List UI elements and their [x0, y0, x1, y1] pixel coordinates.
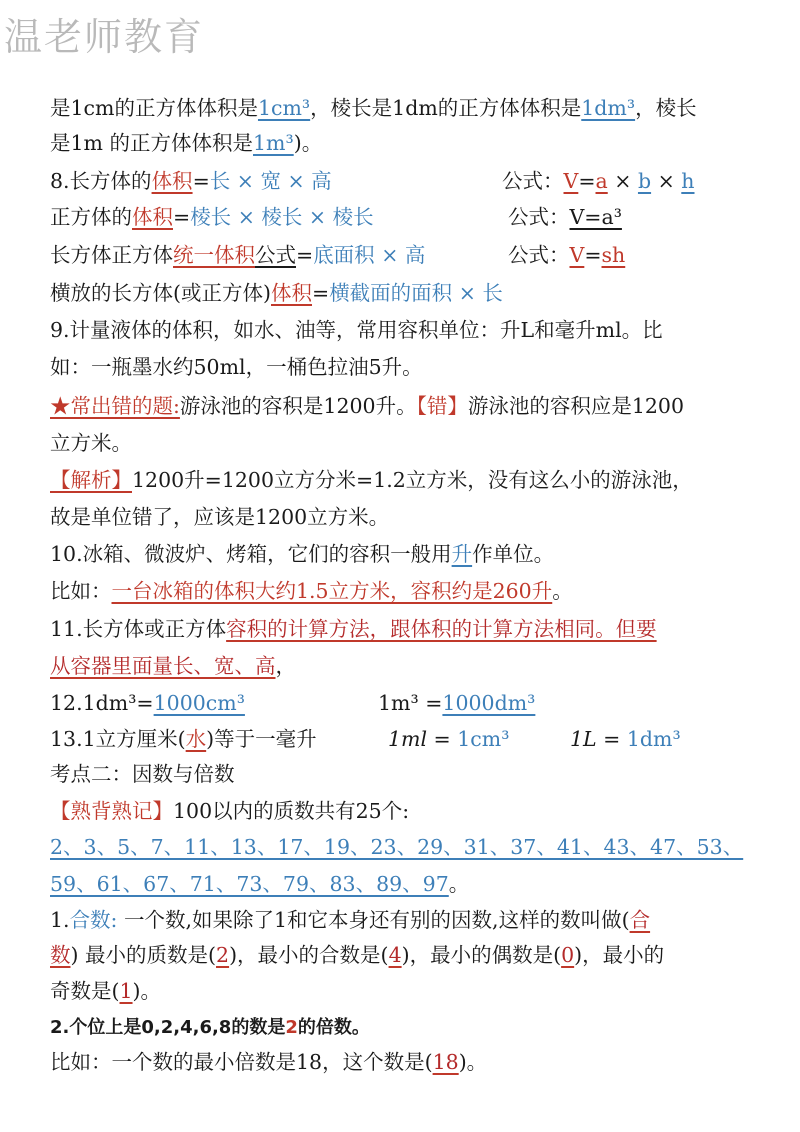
answer: 升	[451, 542, 473, 566]
formula-label-3	[502, 166, 695, 196]
primes-line-1: 2、3、5、7、11、13、17、19、23、29、31、37、41、43、47、53、	[50, 835, 744, 859]
answer: 2	[285, 1017, 298, 1038]
text: )。	[132, 979, 162, 1003]
text: 长方体正方体	[50, 243, 173, 267]
answer: 1000cm³	[153, 691, 245, 715]
text: )。	[458, 1050, 488, 1074]
line-5	[50, 240, 425, 270]
line-6	[50, 278, 503, 308]
section-heading: 考点二：因数与倍数	[50, 762, 235, 786]
text: 公式：	[508, 205, 570, 229]
text: =	[584, 243, 602, 267]
line-11	[50, 465, 693, 495]
line-4	[50, 202, 374, 232]
text: )，最小的合数是(	[229, 943, 389, 967]
math: 1cm³	[457, 727, 510, 751]
line-16	[50, 651, 296, 681]
formula: 长 × 宽 × 高	[209, 169, 332, 193]
line-18	[50, 724, 317, 754]
answer: 18	[432, 1050, 459, 1074]
math: 1L =	[570, 727, 627, 751]
formula-sh: sh	[601, 243, 626, 267]
text: =	[173, 205, 191, 229]
answer: 1m³	[253, 131, 294, 155]
line-26	[50, 1013, 370, 1043]
text: 是1m 的正方体体积是	[50, 131, 253, 155]
text: 2.个位上是0,2,4,6,8的数是	[50, 1017, 286, 1038]
text: 11.长方体或正方体	[50, 617, 227, 641]
answer: 1	[119, 979, 133, 1003]
keyword: 容积的计算方法，跟体积的计算方法相同。但要	[226, 617, 657, 641]
answer: 水	[185, 727, 207, 751]
text: )等于一毫升	[206, 727, 317, 751]
text: 横放的长方体(或正方体)	[50, 281, 271, 305]
line-15	[50, 614, 657, 644]
analysis-label: 【解析】	[50, 468, 132, 492]
formula-label-5	[508, 240, 625, 270]
line-2	[50, 128, 322, 158]
formula: V=a³	[569, 205, 622, 229]
line-10: 立方米。	[50, 431, 132, 455]
watermark: 温老师教育	[4, 15, 205, 59]
text: 比如：	[50, 579, 112, 603]
text: 一个数,如果除了1和它本身还有别的因数,这样的数叫做(	[117, 908, 630, 932]
text: 12.1dm³=	[50, 691, 154, 715]
formula-h: h	[681, 169, 695, 193]
warning-label: ★常出错的题:	[50, 394, 180, 418]
text: 的倍数。	[297, 1017, 370, 1038]
wrong-label: 【错】	[416, 394, 468, 418]
text: =	[192, 169, 210, 193]
math: 1dm³	[626, 727, 681, 751]
text: 13.1立方厘米(	[50, 727, 186, 751]
math-ml	[388, 724, 509, 754]
text: 1m³ =	[378, 691, 443, 715]
math-l	[570, 724, 681, 754]
text: =	[312, 281, 330, 305]
text: 1.	[50, 908, 70, 932]
keyword: 体积	[132, 205, 173, 229]
text: 是1cm的正方体体积是	[50, 96, 258, 120]
text: 游泳池的容积是1200升。	[179, 394, 417, 418]
formula-label-4	[508, 202, 622, 232]
text: ×	[651, 169, 682, 193]
text: )，最小的偶数是(	[401, 943, 562, 967]
term: 合数:	[69, 908, 118, 932]
line-25	[50, 976, 161, 1006]
keyword: 体积	[151, 169, 193, 193]
text: 10.冰箱、微波炉、烤箱，它们的容积一般用	[50, 542, 452, 566]
formula: 横截面的面积 × 长	[329, 281, 503, 305]
keyword: 统一体积	[173, 243, 255, 267]
text: ，棱长	[635, 96, 697, 120]
text: 公式	[255, 243, 296, 267]
line-17	[50, 688, 245, 718]
text: 奇数是(	[50, 979, 120, 1003]
text: ，	[275, 654, 296, 678]
line-3	[50, 166, 332, 196]
line-9	[50, 391, 684, 421]
text: 比如：一个数的最小倍数是18，这个数是(	[50, 1050, 433, 1074]
formula-b: b	[637, 169, 652, 193]
text: 1200升=1200立方分米=1.2立方米，没有这么小的游泳池，	[132, 468, 693, 492]
text: 100以内的质数共有25个:	[173, 799, 410, 823]
line-8: 如：一瓶墨水约50ml，一桶色拉油5升。	[50, 355, 423, 379]
line-12: 故是单位错了，应该是1200立方米。	[50, 505, 390, 529]
answer: 1dm³	[581, 96, 636, 120]
keyword: 从容器里面量长、宽、高	[50, 654, 276, 678]
primes-line-2	[50, 869, 469, 899]
text: 。	[448, 872, 470, 896]
text: 作单位。	[472, 542, 555, 566]
answer: 2	[216, 943, 230, 967]
text: =	[296, 243, 314, 267]
line-13	[50, 539, 554, 569]
answer: 1cm³	[257, 96, 311, 120]
line-1	[50, 93, 697, 123]
text: 。	[552, 579, 573, 603]
answer: 合	[629, 908, 651, 932]
keyword: 体积	[271, 281, 312, 305]
text: ，棱长是1dm的正方体体积是	[310, 96, 582, 120]
line-24	[50, 940, 664, 970]
memorize-label: 【熟背熟记】	[50, 799, 173, 823]
formula-v: V	[569, 243, 585, 267]
line-20	[50, 796, 409, 826]
answer: 数	[50, 943, 71, 967]
text: 8.长方体的	[50, 169, 152, 193]
formula-a: a	[595, 169, 608, 193]
primes: 59、61、67、71、73、79、83、89、97	[50, 872, 449, 896]
text: 正方体的	[50, 205, 132, 229]
text: ×	[607, 169, 638, 193]
math: 1ml =	[388, 727, 458, 751]
text: ) 最小的质数是(	[70, 943, 217, 967]
example: 一台冰箱的体积大约1.5立方米，容积约是260升	[111, 579, 553, 603]
text: 公式：	[508, 243, 570, 267]
text: )，最小的	[574, 943, 665, 967]
line-14	[50, 576, 573, 606]
answer: 0	[561, 943, 575, 967]
formula: 棱长 × 棱长 × 棱长	[190, 205, 374, 229]
text: 公式：	[502, 169, 564, 193]
text: =	[578, 169, 596, 193]
formula: 底面积 × 高	[313, 243, 426, 267]
line-23	[50, 905, 650, 935]
text: 游泳池的容积应是1200	[467, 394, 685, 418]
line-17b	[378, 688, 535, 718]
answer: 4	[388, 943, 402, 967]
answer: 1000dm³	[442, 691, 536, 715]
text: )。	[293, 131, 323, 155]
line-7: 9.计量液体的体积，如水、油等，常用容积单位：升L和毫升ml。比	[50, 318, 663, 342]
line-27	[50, 1047, 487, 1077]
formula-v: V	[563, 169, 579, 193]
